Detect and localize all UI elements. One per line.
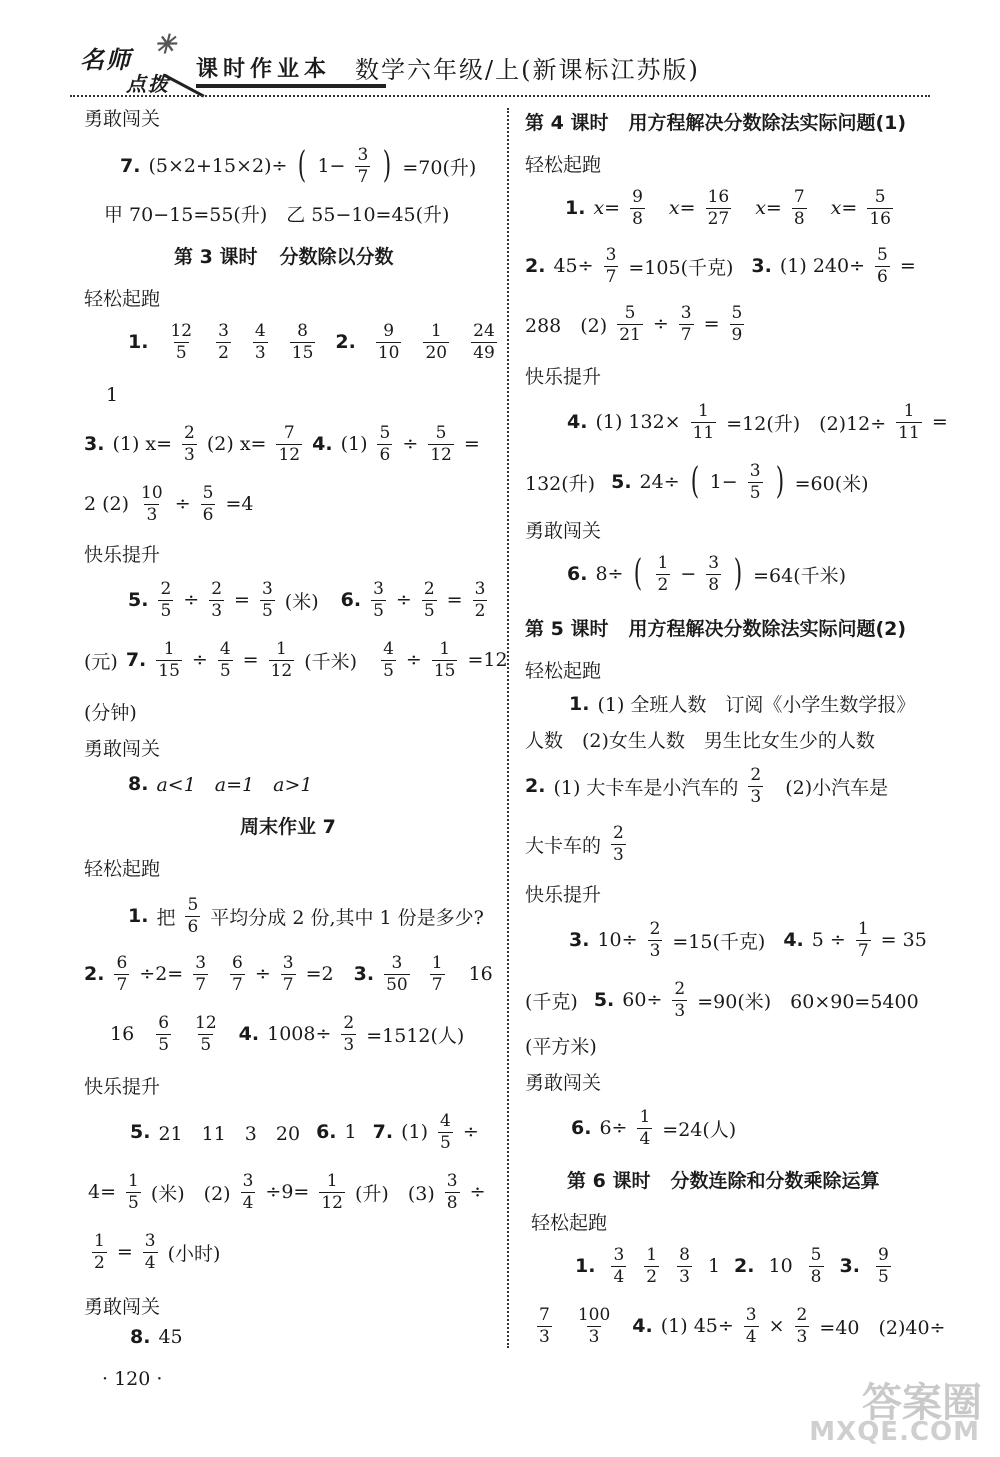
fraction: $\frac{8}{15}$ [291, 321, 314, 363]
answer-row-4b: 2 (2) $\frac{10}{3}$ ÷ $\frac{5}{6}$ =4 [84, 483, 254, 525]
fraction: $\frac{2}{3}$ [613, 823, 624, 865]
fraction: $\frac{1}{2}$ [646, 1245, 658, 1287]
fraction: $\frac{3}{7}$ [195, 953, 207, 995]
lesson-heading: 第 3 课时 分数除以分数 [174, 246, 394, 268]
fraction: $\frac{6}{7}$ [116, 953, 128, 995]
fraction: $\frac{3}{5}$ [261, 579, 273, 621]
sparkle-icon: ✳ [154, 30, 176, 60]
section-label: 快乐提升 [525, 884, 602, 906]
fraction: $\frac{3}{4}$ [613, 1245, 625, 1287]
fraction: $\frac{5}{12}$ [430, 423, 452, 465]
fraction: $\frac{3}{2}$ [474, 579, 486, 621]
fraction: $\frac{4}{3}$ [254, 321, 266, 363]
fraction: $\frac{3}{7}$ [357, 145, 369, 187]
fraction: $\frac{9}{5}$ [877, 1245, 889, 1287]
section-label: 轻松起跑 [525, 660, 602, 682]
weekend-row-1: 1. 把 $\frac{5}{6}$ 平均分成 2 份,其中 1 份是多少? [128, 895, 484, 937]
fraction: $\frac{1}{11}$ [692, 401, 715, 443]
fraction: $\frac{5}{8}$ [810, 1245, 822, 1287]
fraction: $\frac{5}{6}$ [877, 245, 888, 287]
watermark-url: MXQE.COM [809, 1417, 980, 1447]
answer-row-7y: (分钟) [84, 702, 137, 724]
fraction: $\frac{1}{2}$ [657, 553, 669, 595]
answer-row-7x: (元) 7. $\frac{1}{15}$ ÷ $\frac{4}{5}$ = $\frac{1}{12}$ (千米) $\frac{4}{5}$ ÷ $\frac{1}{15}$ =12 [84, 639, 508, 681]
section-label: 快乐提升 [84, 1076, 161, 1098]
answer-row-5: 132(升) 5. 24÷ ( 1− $\frac{3}{5}$ ) =60(米) [525, 461, 869, 503]
fraction: $\frac{3}{2}$ [218, 321, 229, 363]
fraction: $\frac{4}{5}$ [219, 639, 231, 681]
answer-row-t1: 1. $\frac{3}{4}$ $\frac{1}{2}$ $\frac{8}{3}$ 1 2. 10 $\frac{5}{8}$ 3. $\frac{9}{5}$ [575, 1245, 889, 1287]
answer-row-4: 4. (1) 132× $\frac{1}{11}$ =12(升) (2)12÷ $\frac{1}{11}$ = [567, 401, 948, 443]
answer-row-p1b: 人数 (2)女生人数 男生比女生少的人数 [525, 730, 875, 752]
fraction: $\frac{2}{5}$ [423, 579, 435, 621]
section-label: 轻松起跑 [531, 1212, 608, 1234]
fraction: $\frac{7}{8}$ [793, 187, 805, 229]
fraction: $\frac{2}{5}$ [160, 579, 172, 621]
answer-row-7: 7. (5×2+15×2)÷ ( 1− $\frac{3}{7}$ ) =70(升) [120, 145, 477, 187]
answer-row-t4: $\frac{7}{3}$ $\frac{100}{3}$ 4. (1) 45÷ $\frac{3}{4}$ × $\frac{2}{3}$ =40 (2)40÷ [539, 1305, 946, 1347]
column-divider [507, 108, 509, 1348]
fraction: $\frac{2}{3}$ [184, 423, 195, 465]
fraction: $\frac{2}{3}$ [796, 1305, 808, 1347]
section-label: 轻松起跑 [525, 154, 602, 176]
fraction: $\frac{2}{3}$ [211, 579, 223, 621]
book-title: 数学六年级/上(新课标江苏版) [355, 56, 700, 84]
fraction: $\frac{3}{5}$ [749, 461, 761, 503]
watermark [786, 1371, 986, 1447]
answer-row-p2: 2. (1) 大卡车是小汽车的 $\frac{2}{3}$ (2)小汽车是 [525, 765, 889, 807]
fraction: $\frac{100}{3}$ [577, 1305, 611, 1347]
section-label: 轻松起跑 [84, 858, 161, 880]
weekend-row-3b: 16 $\frac{6}{5}$ $\frac{12}{5}$ 4. 1008÷ $\frac{2}{3}$ =1512(人) [110, 1013, 465, 1055]
weekend-heading: 周末作业 7 [240, 816, 336, 838]
fraction: $\frac{10}{3}$ [141, 483, 163, 525]
fraction: $\frac{5}{6}$ [187, 895, 199, 937]
section-label: 勇敢闯关 [525, 1072, 602, 1094]
fraction: $\frac{3}{8}$ [708, 553, 720, 595]
fraction: $\frac{5}{6}$ [202, 483, 214, 525]
fraction: $\frac{7}{12}$ [278, 423, 301, 465]
fraction: $\frac{1}{2}$ [94, 1231, 105, 1273]
weekend-row-2: 2. $\frac{6}{7}$ ÷2= $\frac{3}{7}$ $\frac{6}{7}$ ÷ $\frac{3}{7}$ =2 3. $\frac{3}{50}$ $\frac{1}{7}$ 16 [84, 953, 493, 995]
fraction: $\frac{1}{4}$ [639, 1107, 651, 1149]
fraction: $\frac{5}{16}$ [869, 187, 891, 229]
fraction: $\frac{16}{27}$ [707, 187, 730, 229]
header-rule [196, 84, 386, 88]
answer-row-p1: 1. (1) 全班人数 订阅《小学生数学报》 [569, 692, 916, 716]
header-divider [70, 95, 930, 97]
page-number: · 120 · [102, 1368, 163, 1390]
fraction: $\frac{1}{20}$ [425, 321, 448, 363]
fraction: $\frac{3}{4}$ [242, 1171, 254, 1213]
answer-row-1: 1. x= $\frac{9}{8}$ x= $\frac{16}{27}$ x= $\frac{7}{8}$ x= $\frac{5}{16}$ [565, 187, 891, 229]
answer-row-6: 6. 8÷ ( $\frac{1}{2}$ − $\frac{3}{8}$ ) =64(千米) [567, 553, 847, 595]
answer-row-1b: 1 [106, 384, 119, 406]
fraction: $\frac{12}{5}$ [195, 1013, 217, 1055]
fraction: $\frac{7}{3}$ [539, 1305, 550, 1347]
fraction: $\frac{3}{5}$ [373, 579, 384, 621]
brand-logo [80, 30, 190, 100]
fraction: $\frac{1}{15}$ [433, 639, 456, 681]
series-name: 课时作业本 [196, 57, 332, 82]
section-label: 勇敢闯关 [84, 738, 161, 760]
fraction: $\frac{4}{5}$ [383, 639, 394, 681]
fraction: $\frac{6}{7}$ [232, 953, 243, 995]
fraction: $\frac{1}{11}$ [898, 401, 920, 443]
fraction: $\frac{9}{8}$ [632, 187, 643, 229]
fraction: $\frac{2}{3}$ [343, 1013, 355, 1055]
weekend-row-7c: $\frac{1}{2}$ = $\frac{3}{4}$ (小时) [94, 1231, 221, 1273]
fraction: $\frac{3}{7}$ [680, 303, 692, 345]
fraction: $\frac{4}{5}$ [440, 1111, 451, 1153]
fraction: $\frac{2}{3}$ [750, 765, 762, 807]
lesson-heading: 第 4 课时 用方程解决分数除法实际问题(1) [525, 112, 907, 134]
brand-name-top: 名师 [80, 45, 132, 74]
fraction: $\frac{1}{12}$ [270, 639, 293, 681]
answer-row-p2b: 大卡车的 $\frac{2}{3}$ [525, 823, 624, 865]
fraction: $\frac{5}{21}$ [619, 303, 641, 345]
fraction: $\frac{2}{3}$ [674, 979, 686, 1021]
fraction: $\frac{3}{8}$ [446, 1171, 458, 1213]
answer-row-8: 8. a<1 a=1 a>1 [128, 772, 313, 796]
section-label: 勇敢闯关 [84, 1296, 161, 1318]
fraction: $\frac{5}{6}$ [379, 423, 391, 465]
weekend-row-7b: 4= $\frac{1}{5}$ (米) (2) $\frac{3}{4}$ ÷9= $\frac{1}{12}$ (升) (3) $\frac{3}{8}$ ÷ [88, 1171, 486, 1213]
lesson-heading: 第 5 课时 用方程解决分数除法实际问题(2) [525, 618, 907, 640]
answer-row-p6: 6. 6÷ $\frac{1}{4}$ =24(人) [571, 1107, 737, 1149]
answer-row-p3: 3. 10÷ $\frac{2}{3}$ =15(千克) 4. 5 ÷ $\frac{1}{7}$ = 35 [569, 919, 927, 961]
weekend-row-8: 8. 45 [130, 1326, 183, 1348]
fraction: $\frac{2}{3}$ [649, 919, 661, 961]
fraction: $\frac{3}{4}$ [745, 1305, 757, 1347]
section-label: 勇敢闯关 [84, 108, 161, 130]
fraction: $\frac{3}{4}$ [144, 1231, 156, 1273]
fraction: $\frac{8}{3}$ [679, 1245, 690, 1287]
section-label: 勇敢闯关 [525, 520, 602, 542]
fraction: $\frac{1}{15}$ [158, 639, 180, 681]
page-header [70, 28, 930, 98]
answer-row-3: 3. (1) x= $\frac{2}{3}$ (2) x= $\frac{7}{12}$ 4. (1) $\frac{5}{6}$ ÷ $\frac{5}{12}$ = [84, 423, 480, 465]
fraction: $\frac{3}{7}$ [605, 245, 617, 287]
section-label: 轻松起跑 [84, 288, 161, 310]
answer-row-7b: 甲 70−15=55(升) 乙 55−10=45(升) [104, 204, 450, 226]
fraction: $\frac{9}{10}$ [377, 321, 400, 363]
watermark-logo: 答案圈 [862, 1380, 982, 1426]
fraction: $\frac{3}{50}$ [386, 953, 408, 995]
answer-row-p5: (千克) 5. 60÷ $\frac{2}{3}$ =90(米) 60×90=5400 [525, 979, 919, 1021]
fraction: $\frac{1}{7}$ [857, 919, 869, 961]
fraction: $\frac{6}{5}$ [158, 1013, 170, 1055]
answer-row-2: 2. 45÷ $\frac{3}{7}$ =105(千克) 3. (1) 240÷ $\frac{5}{6}$ = [525, 245, 916, 287]
answer-row-p5c: (平方米) [525, 1036, 597, 1058]
answer-row-3b: 288 (2) $\frac{5}{21}$ ÷ $\frac{3}{7}$ = $\frac{5}{9}$ [525, 303, 743, 345]
fraction: $\frac{12}{5}$ [170, 321, 193, 363]
answer-row-5: 5. $\frac{2}{5}$ ÷ $\frac{2}{3}$ = $\frac{3}{5}$ (米) 6. $\frac{3}{5}$ ÷ $\frac{2}{5}$ = $\frac{3}{2}$ [128, 579, 486, 621]
weekend-row-5: 5. 21 11 3 20 6. 1 7. (1) $\frac{4}{5}$ ÷ [130, 1111, 479, 1153]
fraction: $\frac{3}{7}$ [282, 953, 294, 995]
fraction: $\frac{1}{5}$ [128, 1171, 139, 1213]
section-label: 快乐提升 [84, 544, 161, 566]
fraction: $\frac{1}{12}$ [321, 1171, 343, 1213]
lesson-heading: 第 6 课时 分数连除和分数乘除运算 [567, 1170, 880, 1192]
fraction: $\frac{5}{9}$ [731, 303, 743, 345]
fraction: $\frac{1}{7}$ [431, 953, 443, 995]
section-label: 快乐提升 [525, 366, 602, 388]
fraction: $\frac{24}{49}$ [473, 321, 495, 363]
answer-row-1: 1. $\frac{12}{5}$ $\frac{3}{2}$ $\frac{4}{3}$ $\frac{8}{15}$ 2. $\frac{9}{10}$ $\frac{1}{20}$ $\frac{24}{49}$ [128, 321, 495, 363]
brand-name-bottom: 点拨 [126, 72, 170, 96]
